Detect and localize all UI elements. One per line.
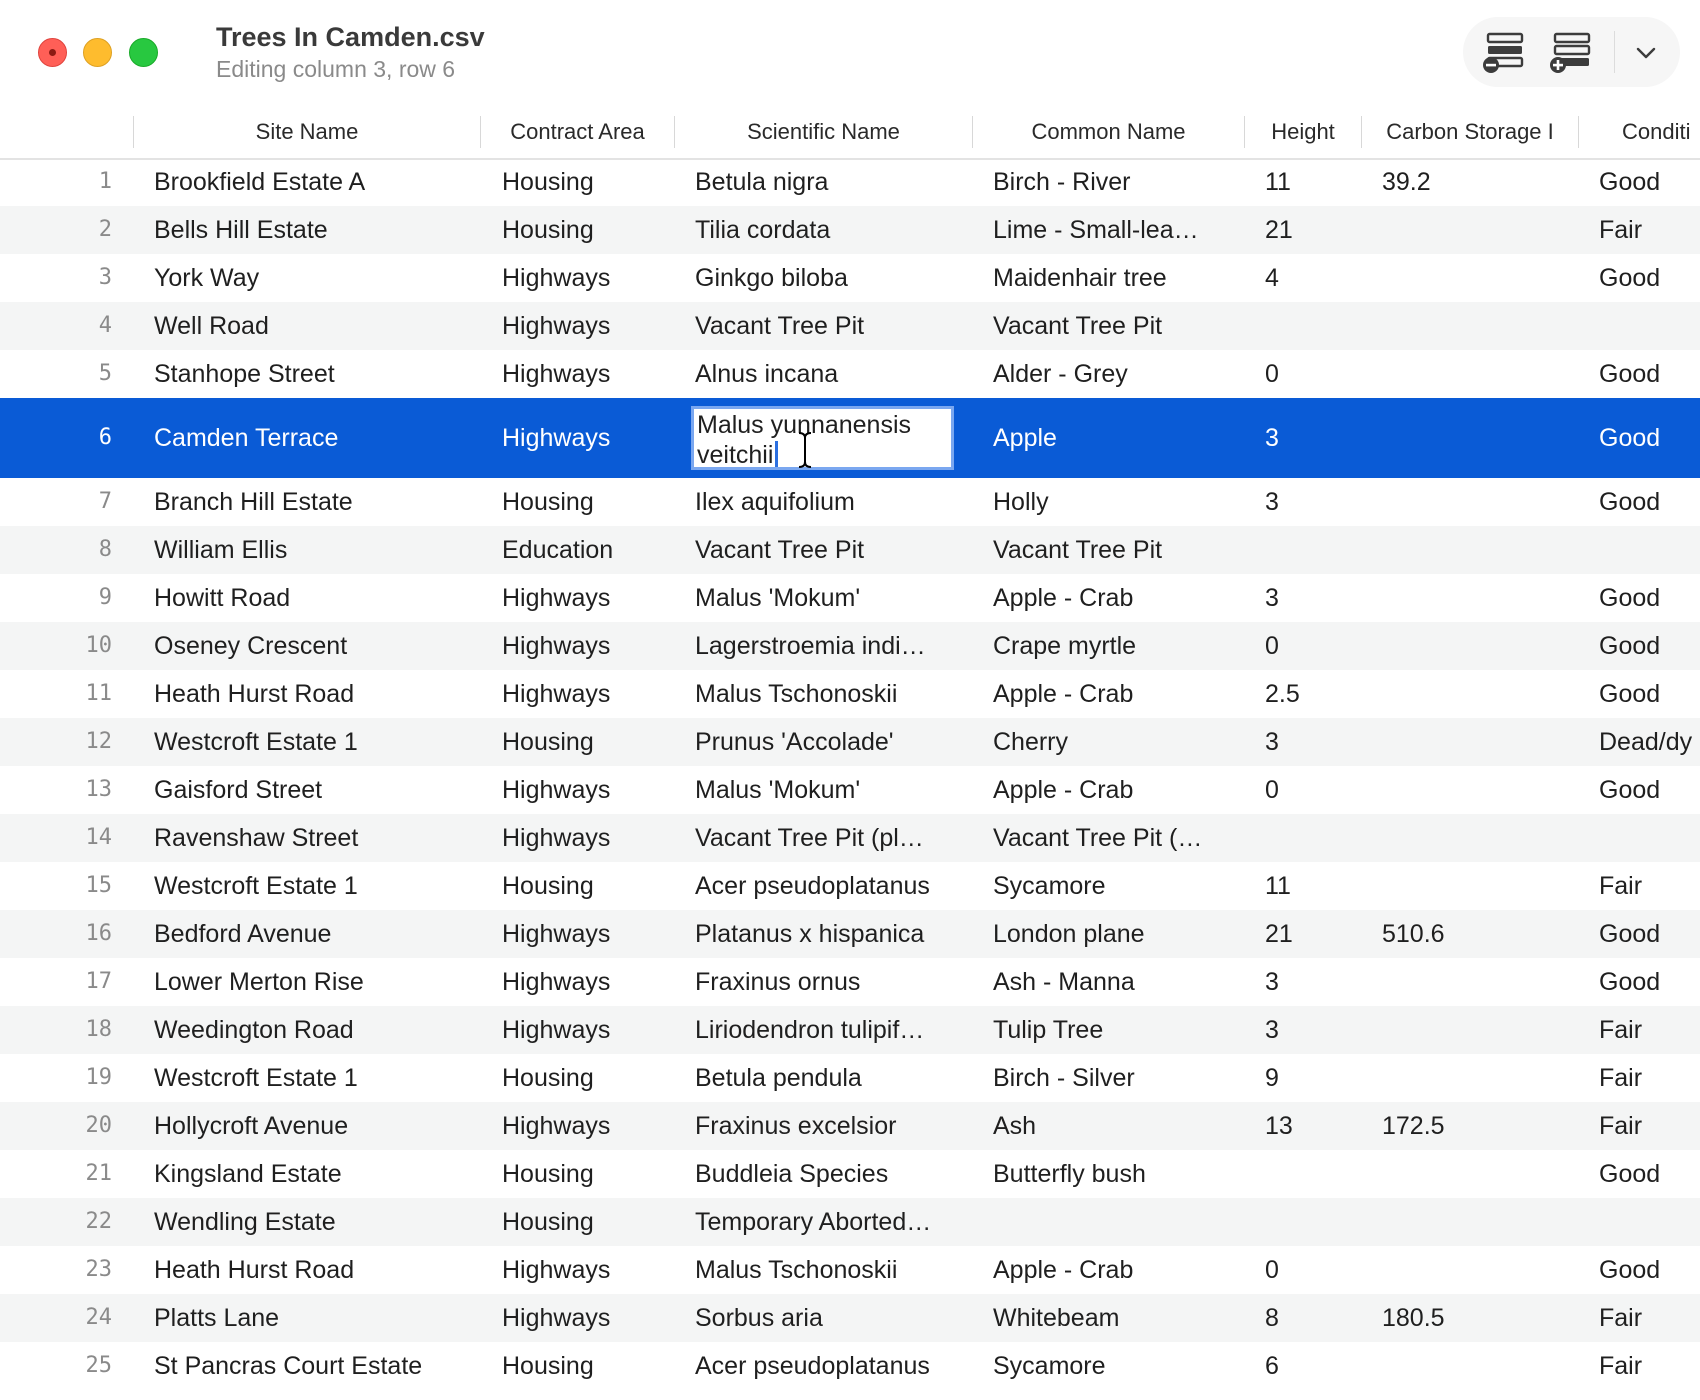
cell-scientific-name[interactable]: Vacant Tree Pit — [695, 536, 865, 564]
cell-site-name[interactable]: Platts Lane — [154, 1304, 280, 1332]
table-row[interactable] — [0, 302, 1700, 350]
cell-contract-area[interactable]: Housing — [502, 1208, 594, 1236]
cell-carbon-storage[interactable] — [1382, 622, 1572, 670]
cell-common-name[interactable]: Ash - Manna — [993, 968, 1135, 996]
cell-scientific-name[interactable]: Betula pendula — [695, 1064, 862, 1092]
table-row[interactable] — [0, 910, 1700, 958]
table-row[interactable] — [0, 670, 1700, 718]
cell-scientific-name[interactable]: Ginkgo biloba — [695, 264, 848, 292]
cell-scientific-name[interactable]: Ilex aquifolium — [695, 488, 855, 516]
table-header — [0, 106, 1700, 160]
row-number: 13 — [85, 777, 112, 802]
row-number: 2 — [98, 217, 112, 242]
cell-height[interactable]: 13 — [1265, 1112, 1293, 1140]
cell-height[interactable]: 6 — [1265, 1352, 1279, 1380]
table-row[interactable] — [0, 1102, 1700, 1150]
ibeam-cursor-icon — [795, 430, 815, 470]
cell-condition[interactable]: Good — [1599, 360, 1661, 388]
zoom-button[interactable] — [129, 38, 158, 67]
cell-scientific-name[interactable]: Platanus x hispanica — [695, 920, 925, 948]
cell-contract-area[interactable]: Highways — [502, 584, 611, 612]
cell-carbon-storage[interactable] — [1382, 1054, 1572, 1102]
cell-condition[interactable]: Good — [1599, 680, 1661, 708]
cell-common-name[interactable]: Maidenhair tree — [993, 264, 1167, 292]
cell-condition[interactable]: Good — [1599, 1160, 1661, 1188]
cell-carbon-storage[interactable] — [1382, 206, 1572, 254]
cell-contract-area[interactable]: Highways — [502, 968, 611, 996]
row-number: 8 — [98, 537, 112, 562]
row-number: 6 — [98, 425, 112, 450]
cell-site-name[interactable]: Lower Merton Rise — [154, 968, 364, 996]
cell-contract-area[interactable]: Highways — [502, 312, 611, 340]
cell-site-name[interactable]: Kingsland Estate — [154, 1160, 342, 1188]
row-number: 22 — [85, 1209, 112, 1234]
cell-edit-field[interactable] — [691, 406, 954, 470]
cell-carbon-storage[interactable] — [1382, 958, 1572, 1006]
row-number: 7 — [98, 489, 112, 514]
cell-site-name[interactable]: Westcroft Estate 1 — [154, 1064, 358, 1092]
edit-field-line: Malus yunnanensis — [697, 411, 912, 439]
column-divider[interactable] — [1578, 116, 1579, 148]
cell-common-name[interactable]: Apple - Crab — [993, 680, 1134, 708]
cell-height[interactable] — [1265, 814, 1365, 862]
cell-contract-area[interactable]: Highways — [502, 1112, 611, 1140]
cell-contract-area[interactable]: Housing — [502, 216, 594, 244]
cell-contract-area[interactable]: Education — [502, 536, 614, 564]
row-number: 17 — [85, 969, 112, 994]
cell-site-name[interactable]: Ravenshaw Street — [154, 824, 359, 852]
cell-contract-area[interactable]: Highways — [502, 264, 611, 292]
cell-site-name[interactable]: York Way — [154, 264, 260, 292]
cell-height[interactable]: 8 — [1265, 1304, 1279, 1332]
cell-height[interactable] — [1265, 1150, 1365, 1198]
minimize-button[interactable] — [83, 38, 112, 67]
cell-common-name[interactable]: Apple - Crab — [993, 1256, 1134, 1284]
table-row[interactable] — [0, 958, 1700, 1006]
cell-contract-area[interactable]: Housing — [502, 488, 594, 516]
table-row[interactable] — [0, 1246, 1700, 1294]
cell-common-name[interactable]: Vacant Tree Pit (… — [993, 824, 1203, 852]
column-header-height[interactable]: Height — [1271, 119, 1335, 144]
cell-contract-area[interactable]: Housing — [502, 1064, 594, 1092]
cell-carbon-storage[interactable] — [1382, 1198, 1572, 1246]
table-row-selected[interactable] — [0, 398, 1700, 478]
row-number: 18 — [85, 1017, 112, 1042]
cell-condition[interactable] — [1599, 814, 1700, 862]
cell-common-name[interactable]: Vacant Tree Pit — [993, 312, 1163, 340]
cell-carbon-storage[interactable] — [1382, 862, 1572, 910]
row-number: 1 — [98, 169, 112, 194]
cell-common-name[interactable]: Crape myrtle — [993, 632, 1137, 660]
toolbar-more-button[interactable] — [1630, 37, 1662, 69]
cell-contract-area[interactable]: Housing — [502, 872, 594, 900]
cell-height[interactable]: 21 — [1265, 920, 1293, 948]
cell-contract-area[interactable]: Housing — [502, 1160, 594, 1188]
cell-scientific-name[interactable]: Liriodendron tulipif… — [695, 1016, 925, 1044]
cell-condition[interactable]: Good — [1599, 776, 1661, 804]
cell-site-name[interactable]: Brookfield Estate A — [154, 168, 366, 196]
row-number: 4 — [98, 313, 112, 338]
cell-scientific-name[interactable]: Fraxinus excelsior — [695, 1112, 897, 1140]
cell-height[interactable]: 0 — [1265, 1256, 1279, 1284]
cell-condition[interactable] — [1599, 302, 1700, 350]
row-number: 12 — [85, 729, 112, 754]
table-row[interactable] — [0, 718, 1700, 766]
cell-height[interactable]: 9 — [1265, 1064, 1279, 1092]
toolbar-group — [1463, 17, 1680, 87]
cell-condition[interactable]: Fair — [1599, 1064, 1643, 1092]
table-row[interactable] — [0, 158, 1700, 206]
cell-height[interactable]: 0 — [1265, 632, 1279, 660]
cell-scientific-name[interactable]: Sorbus aria — [695, 1304, 823, 1332]
table-row[interactable] — [0, 766, 1700, 814]
cell-height[interactable]: 3 — [1265, 968, 1279, 996]
cell-condition[interactable]: Fair — [1599, 1016, 1643, 1044]
cell-contract-area[interactable]: Highways — [502, 632, 611, 660]
cell-contract-area[interactable]: Highways — [502, 680, 611, 708]
cell-scientific-name[interactable]: Buddleia Species — [695, 1160, 889, 1188]
cell-condition[interactable]: Fair — [1599, 1352, 1643, 1380]
cell-condition[interactable]: Good — [1599, 264, 1661, 292]
cell-scientific-name[interactable]: Lagerstroemia indi… — [695, 632, 926, 660]
cell-scientific-name[interactable]: Vacant Tree Pit — [695, 312, 865, 340]
cell-carbon-storage[interactable] — [1382, 254, 1572, 302]
table-row[interactable] — [0, 478, 1700, 526]
cell-condition[interactable]: Dead/dy — [1599, 728, 1693, 756]
cell-site-name[interactable]: Wendling Estate — [154, 1208, 336, 1236]
cell-contract-area[interactable]: Housing — [502, 1352, 594, 1380]
cell-condition[interactable]: Fair — [1599, 216, 1643, 244]
cell-site-name[interactable]: Westcroft Estate 1 — [154, 728, 358, 756]
cell-condition[interactable] — [1599, 526, 1700, 574]
cell-common-name[interactable]: Tulip Tree — [993, 1016, 1104, 1044]
table-row[interactable] — [0, 1342, 1700, 1390]
cell-scientific-name[interactable]: Malus 'Mokum' — [695, 776, 861, 804]
cell-scientific-name[interactable]: Malus 'Mokum' — [695, 584, 861, 612]
cell-site-name[interactable]: Camden Terrace — [154, 424, 339, 452]
cell-carbon-storage[interactable] — [1382, 766, 1572, 814]
cell-carbon-storage[interactable]: 39.2 — [1382, 168, 1431, 196]
table-row[interactable] — [0, 1198, 1700, 1246]
table-row[interactable] — [0, 622, 1700, 670]
table-row[interactable] — [0, 1054, 1700, 1102]
cell-height[interactable] — [1265, 1198, 1365, 1246]
cell-common-name[interactable]: Ash — [993, 1112, 1037, 1140]
column-header-common-name[interactable]: Common Name — [1031, 119, 1186, 144]
cell-scientific-name[interactable]: Tilia cordata — [695, 216, 831, 244]
cell-height[interactable]: 21 — [1265, 216, 1293, 244]
cell-site-name[interactable]: Branch Hill Estate — [154, 488, 353, 516]
cell-common-name[interactable]: Apple — [993, 424, 1057, 452]
table-row-add-icon — [1547, 29, 1593, 75]
cell-common-name[interactable]: Holly — [993, 488, 1049, 516]
close-button[interactable] — [38, 38, 67, 67]
cell-condition[interactable]: Fair — [1599, 1112, 1643, 1140]
cell-condition[interactable]: Good — [1599, 168, 1661, 196]
cell-common-name[interactable]: Sycamore — [993, 872, 1106, 900]
cell-carbon-storage[interactable] — [1382, 1006, 1572, 1054]
cell-site-name[interactable]: Heath Hurst Road — [154, 1256, 355, 1284]
cell-common-name[interactable]: Alder - Grey — [993, 360, 1128, 388]
cell-common-name[interactable] — [993, 1198, 1253, 1246]
cell-site-name[interactable]: St Pancras Court Estate — [154, 1352, 423, 1380]
cell-condition[interactable]: Good — [1599, 632, 1661, 660]
cell-contract-area[interactable]: Highways — [502, 1016, 611, 1044]
cell-height[interactable]: 0 — [1265, 360, 1279, 388]
cell-contract-area[interactable]: Highways — [502, 424, 611, 452]
add-row-button[interactable] — [1547, 29, 1593, 75]
row-number: 10 — [85, 633, 112, 658]
cell-height[interactable]: 3 — [1265, 584, 1279, 612]
table-row-remove-icon — [1480, 29, 1526, 75]
cell-height[interactable]: 11 — [1265, 872, 1291, 900]
column-header-site-name[interactable]: Site Name — [255, 119, 359, 144]
cell-site-name[interactable]: Weedington Road — [154, 1016, 354, 1044]
table-row[interactable] — [0, 1006, 1700, 1054]
cell-contract-area[interactable]: Highways — [502, 360, 611, 388]
edit-field-text: veitchii — [697, 441, 774, 469]
cell-condition[interactable]: Good — [1599, 424, 1661, 452]
row-number: 15 — [85, 873, 112, 898]
cell-height[interactable]: 11 — [1265, 168, 1291, 196]
text-caret — [775, 441, 778, 467]
cell-carbon-storage[interactable]: 180.5 — [1382, 1304, 1445, 1332]
cell-height[interactable]: 4 — [1265, 264, 1279, 292]
row-number: 21 — [85, 1161, 112, 1186]
cell-height[interactable] — [1265, 526, 1365, 574]
cell-carbon-storage[interactable] — [1382, 1246, 1572, 1294]
cell-scientific-name[interactable]: Acer pseudoplatanus — [695, 872, 930, 900]
cell-condition[interactable]: Good — [1599, 920, 1661, 948]
cell-height[interactable]: 0 — [1265, 776, 1279, 804]
cell-site-name[interactable]: Heath Hurst Road — [154, 680, 355, 708]
cell-site-name[interactable]: Gaisford Street — [154, 776, 323, 804]
cell-contract-area[interactable]: Highways — [502, 776, 611, 804]
cell-scientific-name[interactable]: Fraxinus ornus — [695, 968, 861, 996]
cell-height[interactable]: 3 — [1265, 728, 1279, 756]
column-header-condition[interactable]: Conditi — [1622, 119, 1691, 144]
row-number: 5 — [98, 361, 112, 386]
row-number: 20 — [85, 1113, 112, 1138]
cell-site-name[interactable]: Bedford Avenue — [154, 920, 332, 948]
cell-common-name[interactable]: London plane — [993, 920, 1145, 948]
cell-scientific-name[interactable]: Prunus 'Accolade' — [695, 728, 894, 756]
table-row[interactable] — [0, 526, 1700, 574]
cell-height[interactable]: 3 — [1265, 488, 1279, 516]
cell-carbon-storage[interactable] — [1382, 670, 1572, 718]
cell-common-name[interactable]: Birch - River — [993, 168, 1131, 196]
cell-scientific-name[interactable]: Malus Tschonoskii — [695, 1256, 898, 1284]
cell-height[interactable]: 3 — [1265, 1016, 1279, 1044]
cell-height[interactable] — [1265, 302, 1365, 350]
cell-scientific-name[interactable]: Betula nigra — [695, 168, 829, 196]
cell-common-name[interactable]: Lime - Small-lea… — [993, 216, 1199, 244]
table-row[interactable] — [0, 1294, 1700, 1342]
window-subtitle: Editing column 3, row 6 — [216, 56, 456, 82]
cell-height[interactable]: 2.5 — [1265, 680, 1300, 708]
cell-contract-area[interactable]: Housing — [502, 168, 594, 196]
cell-condition[interactable]: Good — [1599, 1256, 1661, 1284]
cell-condition[interactable]: Good — [1599, 968, 1661, 996]
cell-condition[interactable]: Good — [1599, 488, 1661, 516]
cell-carbon-storage[interactable] — [1382, 574, 1572, 622]
edit-field-line — [697, 440, 948, 470]
row-number: 23 — [85, 1257, 112, 1282]
cell-carbon-storage[interactable] — [1382, 526, 1572, 574]
cell-common-name[interactable]: Birch - Silver — [993, 1064, 1135, 1092]
cell-site-name[interactable]: Bells Hill Estate — [154, 216, 328, 244]
cell-scientific-name[interactable]: Malus Tschonoskii — [695, 680, 898, 708]
cell-site-name[interactable]: William Ellis — [154, 536, 288, 564]
table-row[interactable] — [0, 254, 1700, 302]
cell-scientific-name[interactable]: Alnus incana — [695, 360, 839, 388]
row-number: 24 — [85, 1305, 112, 1330]
cell-carbon-storage[interactable]: 172.5 — [1382, 1112, 1445, 1140]
table-row[interactable] — [0, 862, 1700, 910]
table-body — [0, 158, 1700, 1390]
cell-contract-area[interactable]: Highways — [502, 920, 611, 948]
cell-carbon-storage[interactable] — [1382, 718, 1572, 766]
table-row[interactable] — [0, 814, 1700, 862]
cell-contract-area[interactable]: Housing — [502, 728, 594, 756]
cell-carbon-storage[interactable] — [1382, 1342, 1572, 1390]
window-title: Trees In Camden.csv — [216, 22, 485, 52]
cell-common-name[interactable]: Cherry — [993, 728, 1069, 756]
cell-scientific-name[interactable]: Acer pseudoplatanus — [695, 1352, 930, 1380]
cell-common-name[interactable]: Apple - Crab — [993, 776, 1134, 804]
cell-contract-area[interactable]: Highways — [502, 824, 611, 852]
cell-common-name[interactable]: Apple - Crab — [993, 584, 1134, 612]
cell-carbon-storage[interactable] — [1382, 350, 1572, 398]
cell-condition[interactable]: Fair — [1599, 1304, 1643, 1332]
cell-contract-area[interactable]: Highways — [502, 1256, 611, 1284]
toolbar-separator — [1614, 31, 1615, 73]
cell-site-name[interactable]: Oseney Crescent — [154, 632, 348, 660]
title-bar — [0, 0, 1700, 106]
cell-site-name[interactable]: Westcroft Estate 1 — [154, 872, 358, 900]
row-number: 9 — [98, 585, 112, 610]
chevron-down-icon — [1630, 37, 1662, 69]
table-row[interactable] — [0, 574, 1700, 622]
row-number: 25 — [85, 1353, 112, 1378]
row-number: 11 — [85, 681, 112, 706]
row-number: 3 — [98, 265, 112, 290]
cell-condition[interactable]: Fair — [1599, 872, 1643, 900]
cell-common-name[interactable]: Butterfly bush — [993, 1160, 1146, 1188]
cell-site-name[interactable]: Well Road — [154, 312, 269, 340]
cell-carbon-storage[interactable] — [1382, 398, 1572, 478]
table-row[interactable] — [0, 1150, 1700, 1198]
cell-carbon-storage[interactable]: 510.6 — [1382, 920, 1445, 948]
cell-condition[interactable]: Good — [1599, 584, 1661, 612]
cell-site-name[interactable]: Hollycroft Avenue — [154, 1112, 349, 1140]
cell-height[interactable]: 3 — [1265, 424, 1279, 452]
table-row[interactable] — [0, 206, 1700, 254]
cell-contract-area[interactable]: Highways — [502, 1304, 611, 1332]
cell-carbon-storage[interactable] — [1382, 1150, 1572, 1198]
row-number: 19 — [85, 1065, 112, 1090]
cell-condition[interactable] — [1599, 1198, 1700, 1246]
cell-carbon-storage[interactable] — [1382, 814, 1572, 862]
cell-common-name[interactable]: Sycamore — [993, 1352, 1106, 1380]
cell-scientific-name[interactable]: Vacant Tree Pit (pl… — [695, 824, 924, 852]
cell-site-name[interactable]: Stanhope Street — [154, 360, 335, 388]
cell-scientific-name[interactable]: Temporary Aborted… — [695, 1208, 932, 1236]
table-row[interactable] — [0, 350, 1700, 398]
remove-row-button[interactable] — [1480, 29, 1526, 75]
column-header-scientific-name[interactable]: Scientific Name — [747, 119, 900, 144]
column-header-contract-area[interactable]: Contract Area — [510, 119, 645, 144]
cell-carbon-storage[interactable] — [1382, 302, 1572, 350]
row-number: 16 — [85, 921, 112, 946]
row-number: 14 — [85, 825, 112, 850]
cell-common-name[interactable]: Whitebeam — [993, 1304, 1120, 1332]
cell-site-name[interactable]: Howitt Road — [154, 584, 291, 612]
cell-common-name[interactable]: Vacant Tree Pit — [993, 536, 1163, 564]
cell-carbon-storage[interactable] — [1382, 478, 1572, 526]
column-header-carbon-storage[interactable]: Carbon Storage I — [1386, 119, 1554, 144]
